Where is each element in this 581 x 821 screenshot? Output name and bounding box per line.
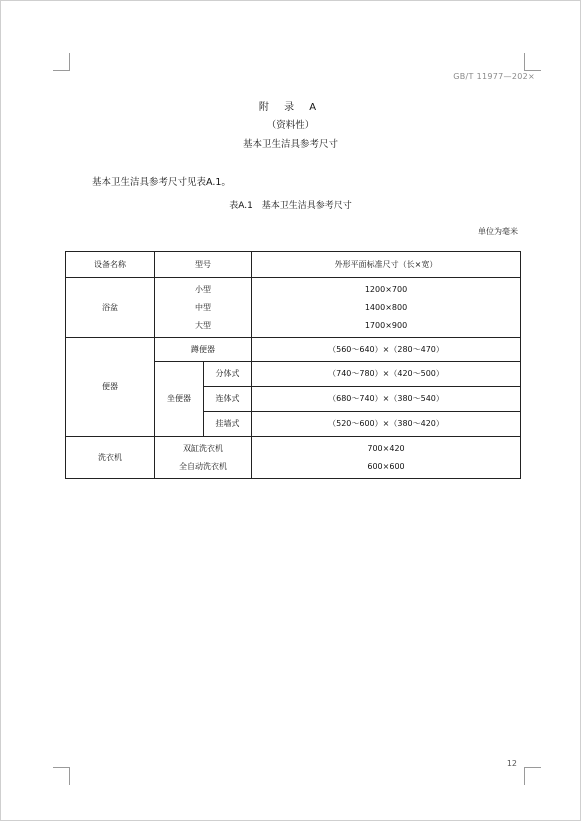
standard-code: GB/T 11977—202× [453,72,535,81]
bathtub-size-medium: 1400×800 [364,302,408,312]
split-toilet-type: 分体式 [204,362,252,387]
table-row-washer [66,437,521,479]
appendix-nature: （资料性） [266,120,315,131]
intro-paragraph: 基本卫生洁具参考尺寸见表A.1。 [92,177,231,188]
crop-mark-top-right-h [524,70,541,71]
bathtub-name: 浴盆 [66,278,155,338]
table-row-squat-toilet [66,338,521,362]
appendix-title: 附 录 A [258,102,323,113]
table-row-bathtub [66,278,521,338]
table-header-row [66,252,521,278]
squat-toilet-model: 蹲便器 [155,338,252,362]
washer-size-automatic: 600×600 [367,461,405,471]
washer-models [155,437,252,479]
header-equipment-name: 设备名称 [66,252,155,278]
header-dimensions: 外形平面标准尺寸（长×宽） [252,252,521,278]
crop-mark-bottom-left [69,767,70,785]
crop-mark-bottom-left-h [53,767,70,768]
crop-mark-top-right [524,53,525,71]
washer-model-automatic: 全自动洗衣机 [179,461,227,471]
crop-mark-top-left-h [53,70,70,71]
split-toilet-size: （740～780）×（420～500） [252,362,521,387]
toilet-name: 便器 [66,338,155,437]
onepiece-toilet-size: （680～740）×（380～540） [252,387,521,412]
unit-note: 单位为毫米 [478,227,518,236]
bathtub-models [155,278,252,338]
squat-toilet-size: （560～640）×（280～470） [252,338,521,362]
appendix-name: 基本卫生洁具参考尺寸 [242,139,338,150]
bathtub-model-medium: 中型 [195,302,211,312]
sanitary-ware-table [65,251,521,479]
washer-sizes [252,437,521,479]
bathtub-size-small: 1200×700 [364,284,408,294]
wallhung-toilet-type: 挂墙式 [204,412,252,437]
bathtub-model-large: 大型 [195,320,211,330]
bathtub-sizes [252,278,521,338]
page-number: 12 [506,759,517,768]
crop-mark-top-left [69,53,70,71]
header-model: 型号 [155,252,252,278]
table-caption: 表A.1 基本卫生洁具参考尺寸 [229,201,352,211]
seated-toilet-model: 坐便器 [155,362,204,437]
bathtub-size-large: 1700×900 [364,320,408,330]
wallhung-toilet-size: （520～600）×（380～420） [252,412,521,437]
onepiece-toilet-type: 连体式 [204,387,252,412]
washer-name: 洗衣机 [66,437,155,479]
crop-mark-bottom-right-h [524,767,541,768]
crop-mark-bottom-right [524,767,525,785]
washer-model-twin-tub: 双缸洗衣机 [183,443,223,453]
bathtub-model-small: 小型 [195,284,211,294]
washer-size-twin-tub: 700×420 [367,443,405,453]
